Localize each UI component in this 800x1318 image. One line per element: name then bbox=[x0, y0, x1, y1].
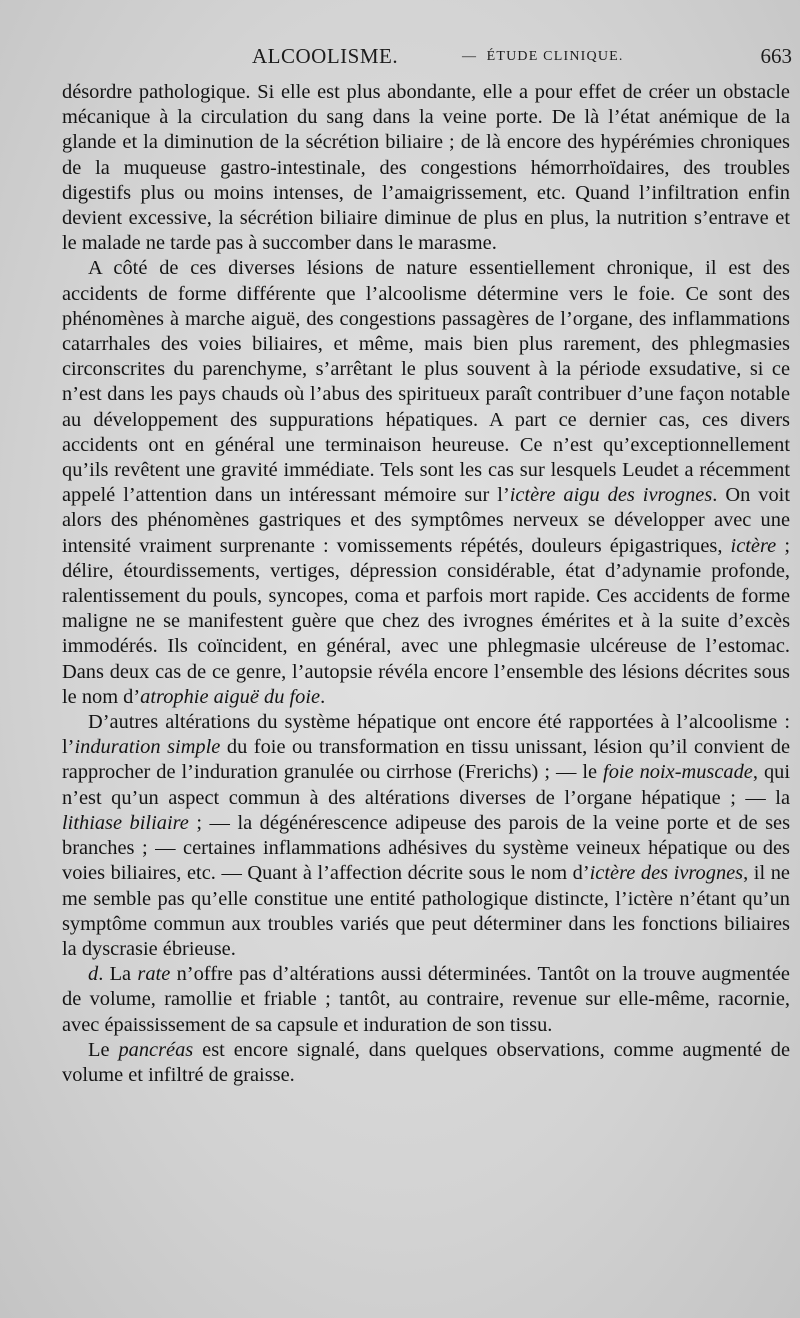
italic-run: pancréas bbox=[118, 1038, 194, 1061]
text-run: . bbox=[320, 685, 326, 708]
text-run: , il ne me semble pas qu’elle constitue une entité pathologique distincte, l’ictère n’étant qu’un symptôme commun aux troubles variés que peut déterminer dans les fonctions biliaires la dyscrasie ébrieuse. bbox=[62, 862, 790, 960]
text-run: n’offre pas d’altérations aussi déterminées. Tantôt on la trouve augmentée de volume, ramollie et friable ; tantôt, au contraire, revenue sur elle-même, racornie, avec épaississement de sa capsule et induration de son tissu. bbox=[62, 963, 790, 1036]
text-run: D’autres altérations du système hépatique ont encore été rapportées à l’alcoolisme : l’ bbox=[62, 711, 790, 759]
italic-run: ictère des ivrognes bbox=[589, 862, 744, 885]
italic-run: atrophie aiguë du foie bbox=[140, 685, 321, 708]
text-run: désordre pathologique. Si elle est plus abondante, elle a pour effet de créer un obstacle mécanique à la circulation du sang dans la veine porte. De là l’état anémique de la glande et la diminution de la sécrétion biliaire ; de là encore des hypérémies chroniques de la muqueuse gastro-intestinale, des congestions hémorrhoïdaires, des troubles digestifs plus ou moins intenses, de l’amaigrissement, etc. Quand l’infiltration enfin devient excessive, la sécrétion biliaire diminue de plus en plus, la nutrition s’entrave et le malade ne tarde pas à succomber dans le marasme. bbox=[62, 81, 790, 255]
body-text bbox=[62, 80, 790, 1088]
italic-run: lithiase biliaire bbox=[62, 811, 189, 834]
italic-run: rate bbox=[137, 963, 171, 986]
text-run: A côté de ces diverses lésions de nature essentiellement chronique, il est des accidents de forme différente que l’alcoolisme détermine vers le foie. Ce sont des phénomènes à marche aiguë, des congestions passagères de l’organe, des inflammations catarrhales des voies biliaires, et même, mais bien plus rarement, des phlegmasies circonscrites du parenchyme, s’arrêtant le plus souvent à la période exsudative, si ce n’est dans les pays chauds où l’abus des spiritueux paraît contribuer d’une façon notable au développement des suppurations hépatiques. A part ce dernier cas, ces divers accidents ont en général une terminaison heureuse. Ce n’est qu’exceptionnellement qu’ils revêtent une gravité immédiate. Tels sont les cas sur lesquels Leudet a récemment appelé l’attention dans un intéressant mémoire sur l’ bbox=[62, 257, 790, 507]
text-run: Le bbox=[88, 1038, 119, 1061]
paragraph-1 bbox=[62, 80, 790, 256]
text-run: ; délire, étourdissements, vertiges, dépression considérable, état d’adynamie profonde, ralentissement du pouls, syncopes, coma et parfois mort rapide. Ces accidents de forme maligne ne se manifestent guère que chez des ivrognes émérites et à la suite d’excès immodérés. Ils coïncident, en général, avec une phlegmasie ulcéreuse de l’estomac. Dans deux cas de ce genre, l’autopsie révéla encore l’ensemble des lésions décrites sous le nom d’ bbox=[62, 534, 790, 708]
italic-run: ictère bbox=[730, 534, 777, 557]
text-run: du foie ou transformation en tissu unissant, lésion qu’il convient de rapprocher de l’induration granulée ou cirrhose (Frerichs) ; — le bbox=[62, 736, 790, 784]
paragraph-2 bbox=[62, 256, 790, 710]
running-title: ALCOOLISME. bbox=[252, 44, 399, 68]
italic-run: d bbox=[88, 963, 99, 986]
text-run: ; — la dégénérescence adipeuse des parois de la veine porte et de ses branches ; — certaines inflammations adhésives du système veineux hépatique ou des voies biliaires, etc. — Quant à l’affection décrite sous le nom d’ bbox=[62, 811, 790, 885]
running-section bbox=[462, 49, 624, 65]
paragraph-4 bbox=[62, 962, 790, 1038]
italic-run: induration simple bbox=[74, 736, 221, 759]
paragraph-5 bbox=[62, 1038, 790, 1088]
header-dash: — bbox=[462, 49, 478, 64]
text-run: . On voit alors des phénomènes gastriques et des symptômes nerveux se développer avec une intensité vraiment surprenante : vomissements répétés, douleurs épigastriques, bbox=[62, 484, 790, 557]
section-label: ÉTUDE CLINIQUE. bbox=[486, 49, 624, 64]
italic-run: ictère aigu des ivrognes bbox=[509, 484, 713, 507]
running-header bbox=[62, 42, 792, 76]
italic-run: foie noix-muscade bbox=[603, 761, 753, 784]
page-number: 663 bbox=[760, 44, 792, 68]
text-run: , qui n’est qu’un aspect commun à des altérations diverses de l’organe hépatique ; — la bbox=[62, 761, 790, 809]
paragraph-3 bbox=[62, 710, 790, 962]
text-run: est encore signalé, dans quelques observations, comme augmenté de volume et infiltré de graisse. bbox=[62, 1038, 790, 1086]
text-run: . La bbox=[98, 963, 138, 986]
